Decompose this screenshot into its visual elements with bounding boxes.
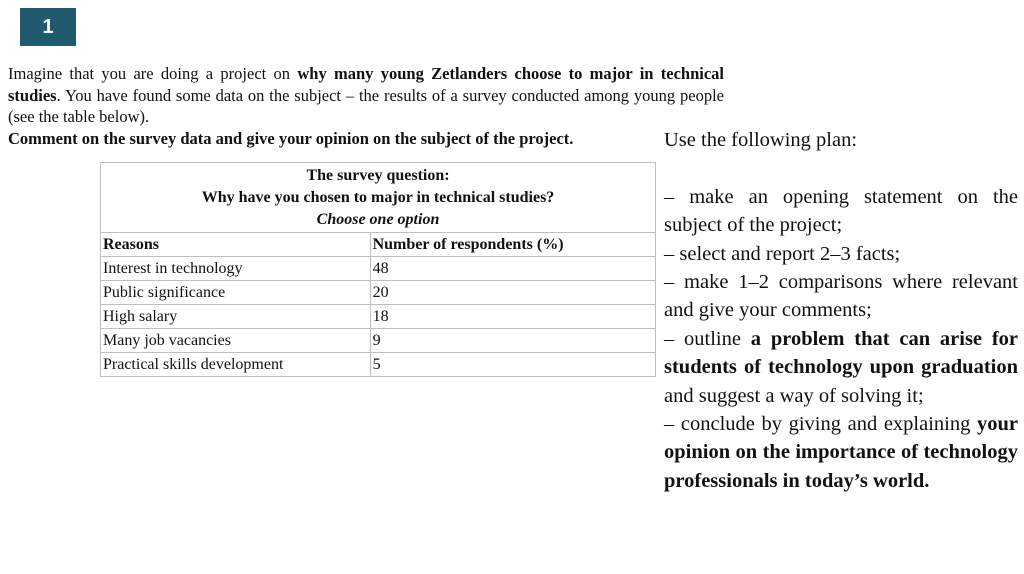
table-row [101, 329, 656, 353]
survey-question-instruction: Choose one option [316, 211, 440, 228]
task-topic: why many young Zetlanders choose to major in technical studies [8, 64, 724, 105]
survey-question-title: The survey question: [306, 167, 450, 184]
plan-item-facts: – select and report 2–3 facts; [664, 242, 901, 265]
task-intro-paragraph [8, 63, 724, 128]
survey-question-row [101, 163, 656, 233]
table-header-row [101, 233, 656, 257]
survey-question-cell [101, 163, 656, 233]
plan-item-problem-lead: – outline [664, 327, 751, 350]
table-row [101, 353, 656, 377]
table-cell-reason: Practical skills development [101, 353, 371, 377]
table-cell-reason: Interest in technology [101, 257, 371, 281]
plan-item-problem-emphasis: a problem that can arise for students of technology upon graduation [664, 327, 1018, 379]
slide-number-badge: 1 [20, 8, 76, 46]
column-header-respondents: Number of respondents (%) [370, 233, 655, 257]
table-cell-value: 9 [370, 329, 655, 353]
plan-intro: Use the following plan: [664, 129, 858, 151]
task-description [8, 63, 724, 149]
plan-spacer [664, 154, 1018, 182]
table-row [101, 305, 656, 329]
task-intro-continuation: . You have found some data on the subject – the results of a survey conducted among young people (see the table below). [8, 85, 724, 126]
table-cell-reason: High salary [101, 305, 371, 329]
table-row [101, 281, 656, 305]
plan-item-opening: – make an opening statement on the subject of the project; [664, 185, 1018, 237]
plan-item-conclusion [664, 410, 1018, 495]
plan-panel [664, 126, 1018, 495]
table-cell-value: 5 [370, 353, 655, 377]
survey-table [100, 162, 656, 377]
survey-question-text: Why have you chosen to major in technical studies? [201, 189, 555, 206]
table-cell-reason: Many job vacancies [101, 329, 371, 353]
column-header-reasons: Reasons [101, 233, 371, 257]
plan-item-conclusion-lead: – conclude by giving and explaining [664, 413, 977, 436]
table-cell-value: 20 [370, 281, 655, 305]
plan-item-problem-tail: and suggest a way of solving it; [664, 384, 924, 407]
table-row [101, 257, 656, 281]
plan-item-comparisons: – make 1–2 comparisons where relevant and give your comments; [664, 271, 1018, 322]
task-instruction: Comment on the survey data and give your opinion on the subject of the project. [8, 128, 574, 148]
table-cell-value: 48 [370, 257, 655, 281]
table-cell-value: 18 [370, 305, 655, 329]
plan-item-problem [664, 325, 1018, 410]
plan-item-conclusion-emphasis: your opinion on the importance of technology professionals in today’s world. [664, 413, 1018, 492]
table-cell-reason: Public significance [101, 281, 371, 305]
task-intro-text: Imagine that you are doing a project on [8, 64, 298, 83]
